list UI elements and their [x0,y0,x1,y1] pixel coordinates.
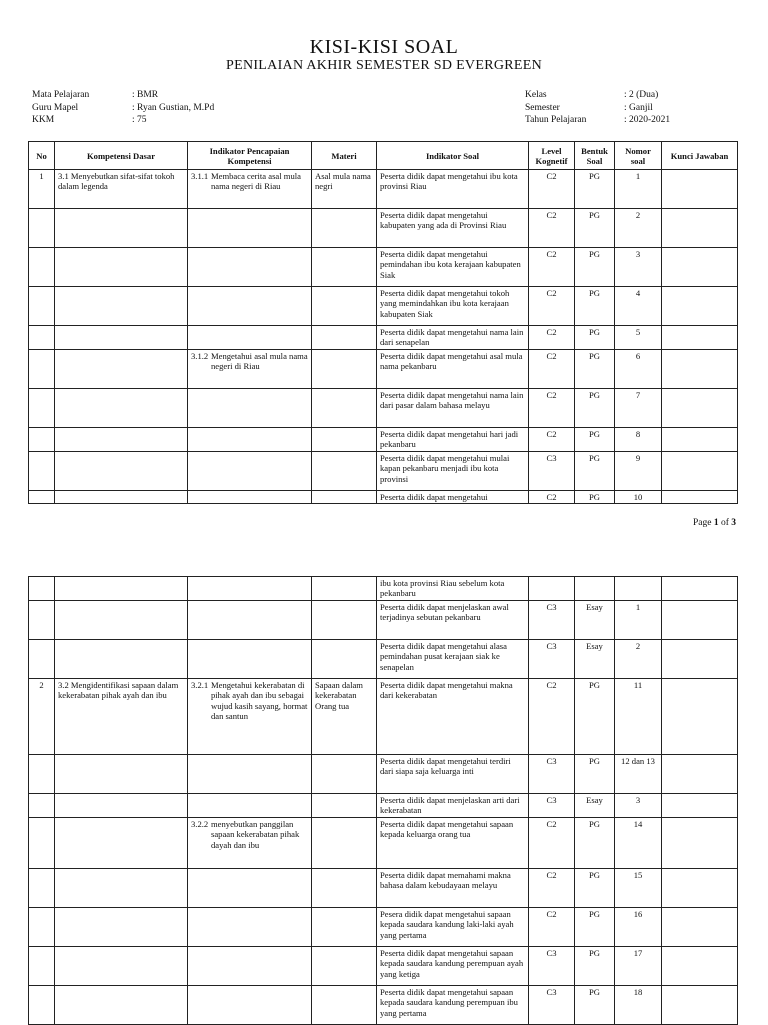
cell-kunci-jawaban [662,428,738,452]
meta-label: Semester [525,102,560,113]
cell-kunci-jawaban [662,287,738,326]
cell-indikator-soal: Peserta didik dapat mengetahui tokoh yang memindahkan ibu kota kerajaan kabupaten Siak [377,287,529,326]
cell-level-kognetif: C2 [529,170,575,209]
cell-nomor-soal: 17 [615,947,662,986]
cell-kompetensi-dasar [55,908,188,947]
cell-nomor-soal: 14 [615,818,662,869]
cell-level-kognetif [529,577,575,601]
cell-kompetensi-dasar [55,947,188,986]
cell-indikator-soal: Pesera didik dapat mengetahui sapaan kepada saudara kandung laki-laki ayah yang pertama [377,908,529,947]
header-nomor-soal: Nomor soal [615,142,662,170]
meta-label: Mata Pelajaran [32,90,90,100]
document-subtitle: PENILAIAN AKHIR SEMESTER SD EVERGREEN [226,58,542,73]
cell-no [29,986,55,1025]
cell-kompetensi-dasar [55,986,188,1025]
cell-kompetensi-dasar [55,577,188,601]
cell-kompetensi-dasar [55,869,188,908]
meta-value: : Ganjil [624,102,653,113]
cell-indikator-soal: Peserta didik dapat mengetahui pemindahan ibu kota kerajaan kabupaten Siak [377,248,529,287]
cell-nomor-soal [615,577,662,601]
cell-indikator-pencapaian [188,908,312,947]
table-row [29,389,738,428]
cell-bentuk-soal: PG [575,209,615,248]
cell-kunci-jawaban [662,326,738,350]
cell-kompetensi-dasar: 3.2 Mengidentifikasi sapaan dalam kekerabatan pihak ayah dan ibu [55,679,188,755]
cell-indikator-pencapaian [188,452,312,491]
cell-no [29,209,55,248]
indikator-number: 3.1.2 [191,351,209,361]
cell-no [29,601,55,640]
cell-indikator-soal: Peserta didik dapat mengetahui sapaan kepada saudara kandung perempuan ibu yang pertama [377,986,529,1025]
table-row [29,794,738,818]
cell-materi [312,577,377,601]
cell-kompetensi-dasar [55,601,188,640]
cell-kunci-jawaban [662,818,738,869]
table-row [29,170,738,209]
cell-level-kognetif: C2 [529,209,575,248]
cell-bentuk-soal: PG [575,326,615,350]
cell-no [29,755,55,794]
cell-bentuk-soal: PG [575,679,615,755]
cell-bentuk-soal: Esay [575,794,615,818]
cell-level-kognetif: C3 [529,452,575,491]
cell-bentuk-soal: PG [575,287,615,326]
cell-nomor-soal: 1 [615,170,662,209]
cell-bentuk-soal: PG [575,428,615,452]
cell-indikator-soal: Peserta didik dapat memahami makna bahasa dalam kebudayaan melayu [377,869,529,908]
cell-materi [312,248,377,287]
indikator-number: 3.2.1 [191,680,209,690]
cell-no [29,491,55,504]
cell-no [29,908,55,947]
cell-level-kognetif: C2 [529,287,575,326]
cell-materi [312,794,377,818]
cell-indikator-pencapaian [188,389,312,428]
cell-level-kognetif: C2 [529,679,575,755]
cell-bentuk-soal: PG [575,452,615,491]
cell-no [29,350,55,389]
cell-nomor-soal: 11 [615,679,662,755]
cell-kompetensi-dasar [55,640,188,679]
cell-no [29,947,55,986]
page-prefix: Page [692,518,714,528]
cell-nomor-soal: 1 [615,601,662,640]
document-title: KISI-KISI SOAL [309,36,459,58]
indikator-block [191,680,308,722]
meta-value: : Ryan Gustian, M.Pd [132,102,215,113]
table-row [29,755,738,794]
cell-kunci-jawaban [662,170,738,209]
cell-kunci-jawaban [662,491,738,504]
cell-kunci-jawaban [662,577,738,601]
cell-bentuk-soal: PG [575,869,615,908]
header-no: No [29,142,55,170]
table-row [29,869,738,908]
table-row [29,818,738,869]
cell-nomor-soal: 3 [615,794,662,818]
cell-indikator-pencapaian [188,640,312,679]
cell-kunci-jawaban [662,640,738,679]
cell-indikator-pencapaian [188,818,312,869]
cell-kompetensi-dasar [55,818,188,869]
cell-indikator-pencapaian [188,986,312,1025]
cell-level-kognetif: C2 [529,908,575,947]
cell-indikator-pencapaian [188,248,312,287]
cell-kompetensi-dasar [55,452,188,491]
cell-materi [312,986,377,1025]
cell-kompetensi-dasar [55,248,188,287]
meta-value: : 2 (Dua) [624,90,659,100]
cell-indikator-soal: Peserta didik dapat mengetahui kabupaten yang ada di Provinsi Riau [377,209,529,248]
page-total: 3 [731,518,736,528]
cell-bentuk-soal: PG [575,491,615,504]
cell-indikator-pencapaian [188,679,312,755]
cell-kunci-jawaban [662,986,738,1025]
cell-bentuk-soal: PG [575,908,615,947]
cell-indikator-soal: Peserta didik dapat mengetahui sapaan kepada saudara kandung perempuan ayah yang ketiga [377,947,529,986]
cell-kunci-jawaban [662,601,738,640]
cell-materi: Sapaan dalam kekerabatan Orang tua [312,679,377,755]
cell-indikator-soal: Peserta didik dapat mengetahui nama lain dari pasar dalam bahasa melayu [377,389,529,428]
cell-level-kognetif: C2 [529,350,575,389]
header-level-kognetif: Level Kognetif [529,142,575,170]
cell-level-kognetif: C2 [529,326,575,350]
indikator-block [191,171,308,192]
cell-materi [312,947,377,986]
cell-nomor-soal: 12 dan 13 [615,755,662,794]
cell-indikator-soal: Peserta didik dapat mengetahui nama lain dari senapelan [377,326,529,350]
header-materi: Materi [312,142,377,170]
indikator-block [191,351,308,372]
cell-nomor-soal: 10 [615,491,662,504]
table-row [29,248,738,287]
table-row [29,452,738,491]
cell-indikator-pencapaian [188,601,312,640]
cell-indikator-soal: Peserta didik dapat mengetahui terdiri dari siapa saja keluarga inti [377,755,529,794]
cell-bentuk-soal: PG [575,389,615,428]
cell-kunci-jawaban [662,869,738,908]
cell-kompetensi-dasar [55,428,188,452]
cell-no [29,389,55,428]
cell-kompetensi-dasar [55,350,188,389]
meta-label: Kelas [525,90,547,100]
cell-no [29,818,55,869]
cell-no: 1 [29,170,55,209]
cell-kunci-jawaban [662,755,738,794]
cell-indikator-pencapaian [188,170,312,209]
cell-kunci-jawaban [662,389,738,428]
cell-nomor-soal: 15 [615,869,662,908]
cell-materi [312,350,377,389]
cell-indikator-soal: Peserta didik dapat mengetahui hari jadi pekanbaru [377,428,529,452]
cell-indikator-pencapaian [188,326,312,350]
table-header-row [29,142,738,170]
cell-materi [312,452,377,491]
cell-nomor-soal: 7 [615,389,662,428]
table-row [29,947,738,986]
table-row [29,577,738,601]
cell-bentuk-soal: PG [575,947,615,986]
cell-kunci-jawaban [662,248,738,287]
cell-level-kognetif: C2 [529,428,575,452]
page-current: 1 [713,518,719,528]
cell-indikator-soal: Peserta didik dapat mengetahui sapaan kepada keluarga orang tua [377,818,529,869]
cell-no [29,640,55,679]
cell-level-kognetif: C3 [529,601,575,640]
cell-no [29,248,55,287]
cell-indikator-soal: Peserta didik dapat mengetahui makna dari kekerabatan [377,679,529,755]
indikator-number: 3.1.1 [191,171,209,181]
cell-level-kognetif: C3 [529,640,575,679]
header-indikator-soal: Indikator Soal [377,142,529,170]
cell-kunci-jawaban [662,908,738,947]
cell-no [29,869,55,908]
cell-no [29,428,55,452]
cell-materi [312,209,377,248]
indikator-number: 3.2.2 [191,819,209,829]
cell-kompetensi-dasar [55,794,188,818]
cell-bentuk-soal: PG [575,818,615,869]
cell-nomor-soal: 5 [615,326,662,350]
indikator-block [191,819,308,850]
cell-materi [312,818,377,869]
cell-nomor-soal: 2 [615,209,662,248]
cell-indikator-pencapaian [188,947,312,986]
table-row [29,491,738,504]
cell-indikator-soal: Peserta didik dapat mengetahui mulai kapan pekanbaru menjadi ibu kota provinsi [377,452,529,491]
cell-nomor-soal: 16 [615,908,662,947]
cell-materi [312,389,377,428]
cell-level-kognetif: C2 [529,818,575,869]
meta-value: : BMR [132,90,159,100]
cell-bentuk-soal: Esay [575,601,615,640]
cell-indikator-soal: ibu kota provinsi Riau sebelum kota pekanbaru [377,577,529,601]
indikator-text: menyebutkan panggilan sapaan kekerabatan pihak dayah dan ibu [211,819,300,850]
cell-kunci-jawaban [662,794,738,818]
cell-indikator-soal: Peserta didik dapat menjelaskan arti dari kekerabatan [377,794,529,818]
cell-kompetensi-dasar [55,491,188,504]
cell-materi [312,287,377,326]
table-row [29,986,738,1025]
cell-no [29,326,55,350]
cell-indikator-pencapaian [188,209,312,248]
cell-bentuk-soal: PG [575,986,615,1025]
cell-nomor-soal: 3 [615,248,662,287]
cell-materi: Asal mula nama negri [312,170,377,209]
cell-materi [312,601,377,640]
cell-no [29,577,55,601]
meta-label: Tahun Pelajaran [525,115,587,125]
cell-indikator-soal: Peserta didik dapat menjelaskan awal terjadinya sebutan pekanbaru [377,601,529,640]
header-indikator-pencapaian: Indikator Pencapaian Kompetensi [188,142,312,170]
cell-indikator-pencapaian [188,755,312,794]
cell-kompetensi-dasar [55,287,188,326]
cell-kompetensi-dasar [55,209,188,248]
cell-indikator-soal: Peserta didik dapat mengetahui asal mula nama pekanbaru [377,350,529,389]
cell-indikator-soal: Peserta didik dapat mengetahui ibu kota provinsi Riau [377,170,529,209]
meta-left [32,89,214,127]
cell-indikator-soal: Peserta didik dapat mengetahui [377,491,529,504]
cell-indikator-pencapaian [188,350,312,389]
cell-level-kognetif: C2 [529,248,575,287]
table-row [29,908,738,947]
meta-value: : 75 [132,115,147,125]
table-row [29,679,738,755]
table-row [29,326,738,350]
header-kunci-jawaban: Kunci Jawaban [662,142,738,170]
indikator-text: Mengetahui asal mula nama negeri di Riau [211,351,308,372]
cell-materi [312,640,377,679]
indikator-text: Mengetahui kekerabatan di pihak ayah dan ibu sebagai wujud kasih sayang, hormat dan santun [211,680,308,722]
cell-materi [312,908,377,947]
cell-materi [312,326,377,350]
cell-nomor-soal: 4 [615,287,662,326]
meta-label: Guru Mapel [32,102,79,113]
cell-bentuk-soal: PG [575,350,615,389]
cell-indikator-pencapaian [188,428,312,452]
header-bentuk-soal: Bentuk Soal [575,142,615,170]
cell-level-kognetif: C3 [529,947,575,986]
cell-indikator-pencapaian [188,491,312,504]
cell-kunci-jawaban [662,947,738,986]
cell-no [29,287,55,326]
cell-indikator-pencapaian [188,794,312,818]
cell-materi [312,428,377,452]
cell-bentuk-soal: Esay [575,640,615,679]
meta-right [525,89,670,127]
cell-materi [312,755,377,794]
cell-no [29,794,55,818]
cell-level-kognetif: C3 [529,986,575,1025]
cell-level-kognetif: C2 [529,389,575,428]
cell-materi [312,491,377,504]
table-row [29,350,738,389]
cell-indikator-pencapaian [188,577,312,601]
cell-nomor-soal: 18 [615,986,662,1025]
cell-level-kognetif: C2 [529,869,575,908]
cell-indikator-pencapaian [188,287,312,326]
cell-nomor-soal: 8 [615,428,662,452]
cell-no: 2 [29,679,55,755]
page-indicator [693,518,736,528]
meta-label: KKM [32,115,55,125]
cell-kunci-jawaban [662,679,738,755]
cell-kompetensi-dasar [55,755,188,794]
table-row [29,209,738,248]
cell-indikator-soal: Peserta didik dapat mengetahui alasa pemindahan pusat kerajaan siak ke senapelan [377,640,529,679]
table-row [29,428,738,452]
cell-indikator-pencapaian [188,869,312,908]
cell-no [29,452,55,491]
indikator-text: Membaca cerita asal mula nama negeri di Riau [211,171,301,192]
cell-level-kognetif: C3 [529,794,575,818]
meta-value: : 2020-2021 [624,115,671,125]
cell-materi [312,869,377,908]
cell-bentuk-soal [575,577,615,601]
cell-kompetensi-dasar [55,326,188,350]
cell-nomor-soal: 2 [615,640,662,679]
table-row [29,287,738,326]
header-kompetensi-dasar: Kompetensi Dasar [55,142,188,170]
cell-kunci-jawaban [662,209,738,248]
cell-bentuk-soal: PG [575,755,615,794]
kisi-table-page-1 [28,141,738,504]
cell-kompetensi-dasar: 3.1 Menyebutkan sifat-sifat tokoh dalam legenda [55,170,188,209]
cell-kunci-jawaban [662,350,738,389]
cell-nomor-soal: 6 [615,350,662,389]
cell-kunci-jawaban [662,452,738,491]
cell-nomor-soal: 9 [615,452,662,491]
page-middle: of [718,518,732,528]
cell-bentuk-soal: PG [575,170,615,209]
table-row [29,601,738,640]
table-row [29,640,738,679]
cell-kompetensi-dasar [55,389,188,428]
cell-level-kognetif: C2 [529,491,575,504]
cell-level-kognetif: C3 [529,755,575,794]
kisi-table-page-2 [28,576,738,1025]
cell-bentuk-soal: PG [575,248,615,287]
